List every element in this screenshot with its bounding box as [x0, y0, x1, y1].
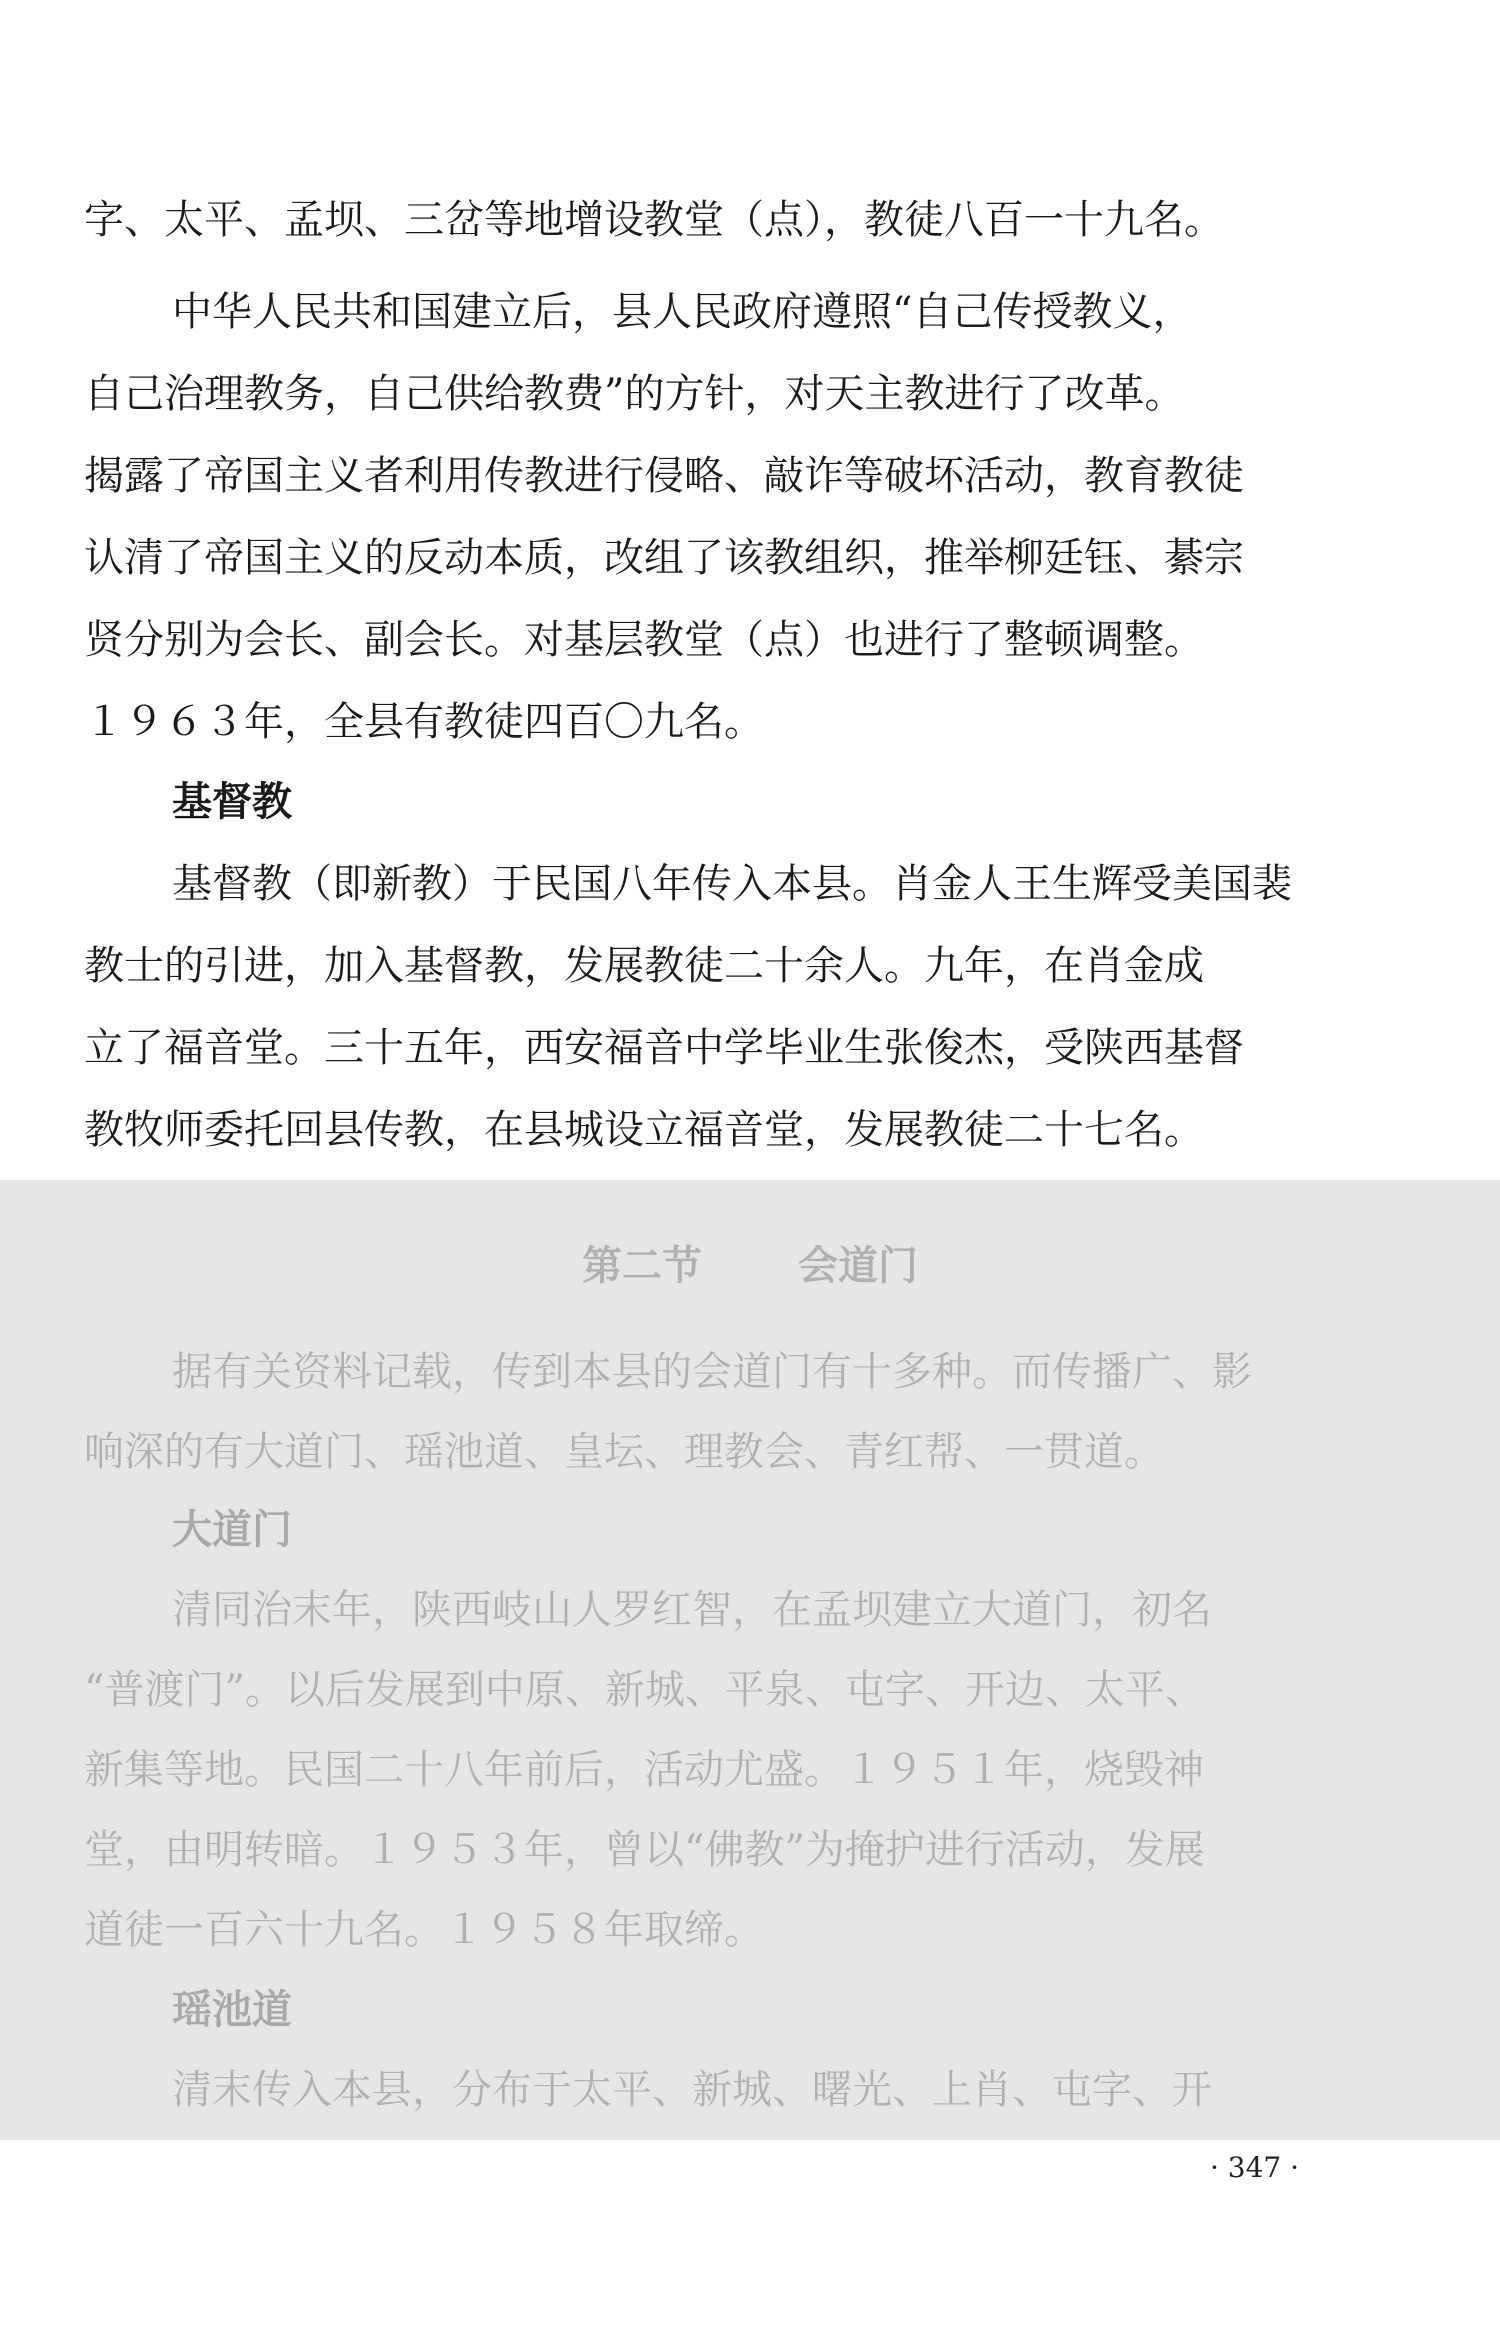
text-line: 新集等地。民国二十八年前后，活动尤盛。１９５１年，烧毁神: [84, 1747, 1204, 1793]
text-line: １９６３年，全县有教徒四百〇九名。: [84, 699, 764, 745]
text-line: 据有关资料记载，传到本县的会道门有十多种。而传播广、影: [172, 1349, 1252, 1395]
text-line: “普渡门”。以后发展到中原、新城、平泉、屯字、开边、太平、: [84, 1667, 1205, 1713]
text-line: 道徒一百六十九名。１９５８年取缔。: [84, 1907, 764, 1953]
text-line: 清末传入本县，分布于太平、新城、曙光、上肖、屯字、开: [172, 2067, 1212, 2113]
section-name: 会道门: [798, 1243, 918, 1289]
page-number: · 347 ·: [1210, 2151, 1300, 2184]
christianity-heading: 基督教: [172, 779, 292, 825]
text-line: 教士的引进，加入基督教，发展教徒二十余人。九年，在肖金成: [84, 943, 1204, 989]
text-line: 立了福音堂。三十五年，西安福音中学毕业生张俊杰，受陕西基督: [84, 1025, 1244, 1071]
text-line: 中华人民共和国建立后，县人民政府遵照“自己传授教义，: [172, 289, 1193, 335]
faded-section: [0, 1180, 1500, 2140]
yaochidao-heading: 瑶池道: [172, 1987, 292, 2033]
text-line: 自己治理教务，自己供给教费”的方针，对天主教进行了改革。: [84, 371, 1185, 417]
text-line: 揭露了帝国主义者利用传教进行侵略、敲诈等破坏活动，教育教徒: [84, 453, 1244, 499]
text-line: 教牧师委托回县传教，在县城设立福音堂，发展教徒二十七名。: [84, 1107, 1204, 1153]
section-title: [0, 1242, 1500, 1290]
section-number: 第二节: [582, 1243, 702, 1289]
text-line: 基督教（即新教）于民国八年传入本县。肖金人王生辉受美国裴: [172, 861, 1292, 907]
text-line: 清同治末年，陕西岐山人罗红智，在孟坝建立大道门，初名: [172, 1587, 1212, 1633]
dadaomen-heading: 大道门: [172, 1507, 292, 1553]
text-line: 字、太平、孟坝、三岔等地增设教堂（点），教徒八百一十九名。: [84, 197, 1224, 243]
text-line: 认清了帝国主义的反动本质，改组了该教组织，推举柳廷钰、綦宗: [84, 535, 1244, 581]
text-line: 响深的有大道门、瑶池道、皇坛、理教会、青红帮、一贯道。: [84, 1429, 1164, 1475]
text-line: 贤分别为会长、副会长。对基层教堂（点）也进行了整顿调整。: [84, 617, 1204, 663]
text-line: 堂，由明转暗。１９５３年，曾以“佛教”为掩护进行活动，发展: [84, 1827, 1205, 1873]
